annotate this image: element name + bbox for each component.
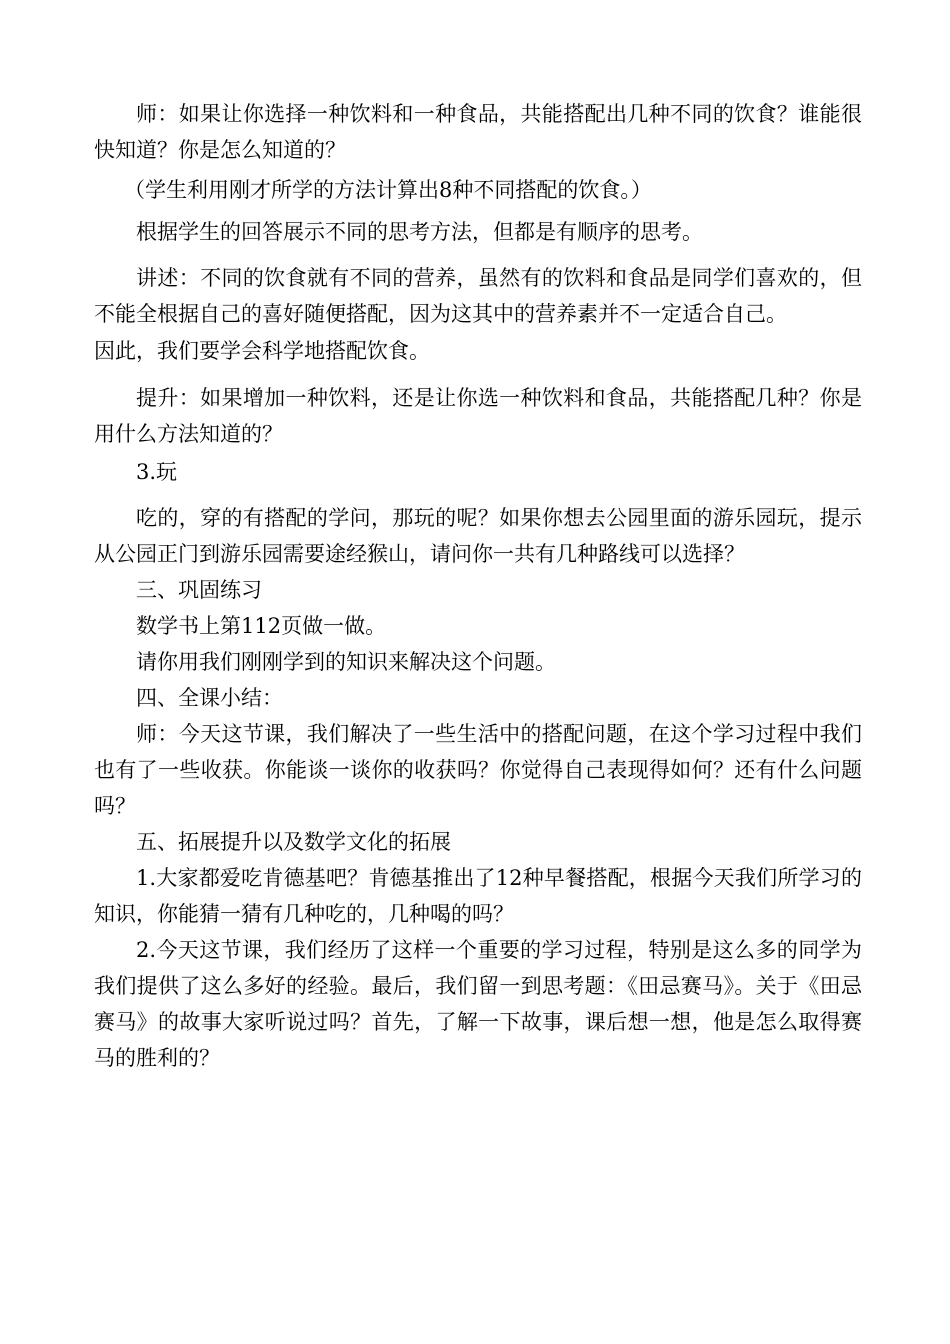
paragraph-show-methods: 根据学生的回答展示不同的思考方法，但都是有顺序的思考。 [136, 220, 703, 244]
paragraph-improve: 提升：如果增加一种饮料，还是让你选一种饮料和食品，共能搭配几种？你是用什么方法知道的？ [94, 386, 862, 446]
paragraph-summary: 师：今天这节课，我们解决了一些生活中的搭配问题，在这个学习过程中我们也有了一些收获。你能谈一谈你的收获吗？你觉得自己表现得如何？还有什么问题吗？ [94, 722, 862, 818]
heading-extension: 五、拓展提升以及数学文化的拓展 [136, 830, 451, 854]
paragraph-teacher-question: 师：如果让你选择一种饮料和一种食品，共能搭配出几种不同的饮食？谁能很快知道？你是怎么知道的？ [94, 102, 862, 162]
heading-practice: 三、巩固练习 [136, 578, 262, 602]
paragraph-kfc: 1.大家都爱吃肯德基吧？肯德基推出了12种早餐搭配，根据今天我们所学习的知识，你能猜一猜有几种吃的，几种喝的吗？ [94, 866, 862, 926]
paragraph-park-routes: 吃的，穿的有搭配的学问，那玩的呢？如果你想去公园里面的游乐园玩，提示从公园正门到游乐园需要途经猴山，请问你一共有几种路线可以选择？ [94, 506, 862, 566]
heading-summary: 四、全课小结： [136, 686, 283, 710]
paragraph-narration: 讲述：不同的饮食就有不同的营养，虽然有的饮料和食品是同学们喜欢的，但不能全根据自己的喜好随便搭配，因为这其中的营养素并不一定适合自己。 [94, 266, 862, 326]
paragraph-solve-problem: 请你用我们刚刚学到的知识来解决这个问题。 [136, 650, 556, 674]
paragraph-tianji-horse-race: 2.今天这节课，我们经历了这样一个重要的学习过程，特别是这么多的同学为我们提供了这么多好的经验。最后，我们留一到思考题：《田忌赛马》。关于《田忌赛马》的故事大家听说过吗？首先，了解一下故事，课后想一想，他是怎么取得赛马的胜利的？ [94, 938, 862, 1070]
paragraph-student-note: （学生利用刚才所学的方法计算出8种不同搭配的饮食。） [124, 178, 652, 202]
paragraph-textbook-page: 数学书上第112页做一做。 [136, 614, 387, 638]
paragraph-therefore: 因此，我们要学会科学地搭配饮食。 [94, 339, 430, 363]
heading-play: 3.玩 [136, 460, 178, 484]
